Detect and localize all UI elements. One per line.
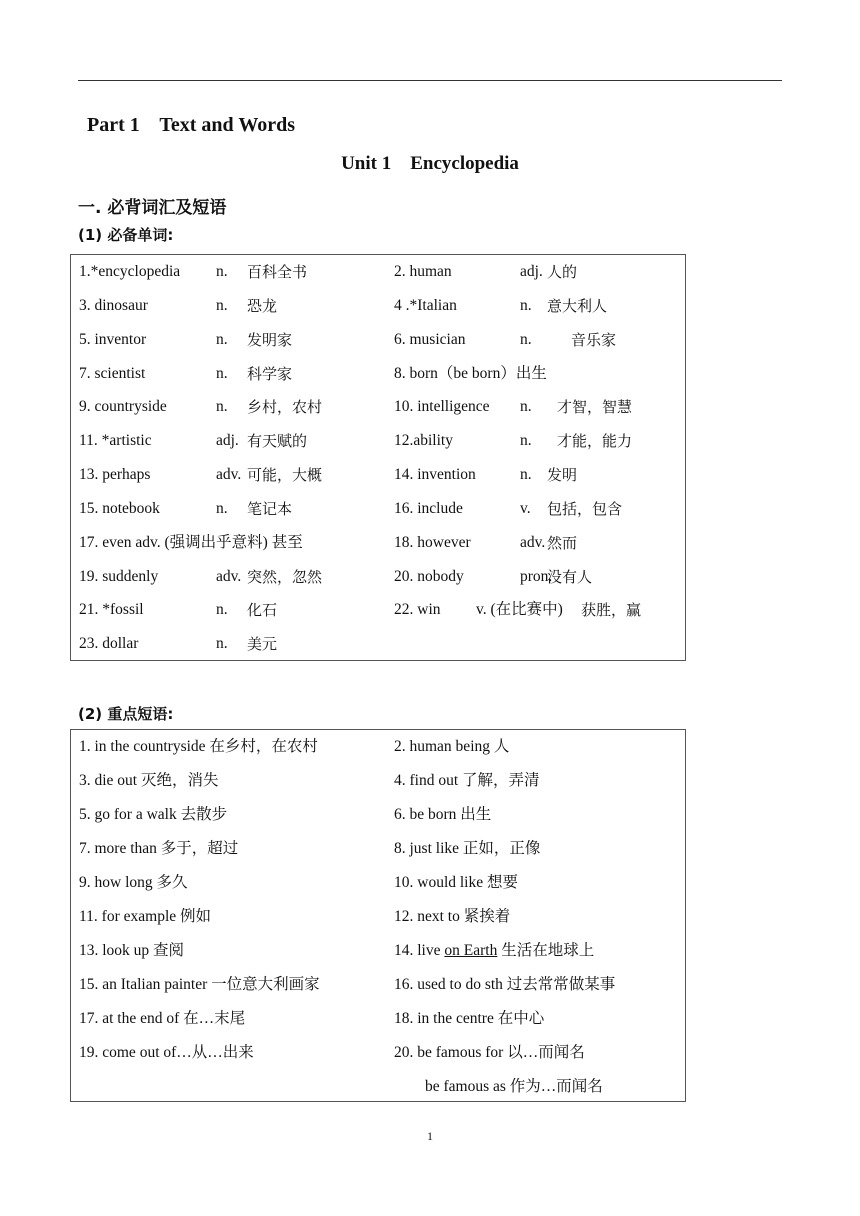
word-row [71, 260, 685, 284]
phrase-left: 15. an Italian painter 一位意大利画家 [79, 976, 320, 993]
word-row [71, 632, 685, 656]
word-left: 11. *artistic [79, 432, 152, 449]
phrase-row [71, 973, 685, 997]
word-row [71, 531, 685, 555]
phrase-right [394, 803, 491, 827]
word-pos-right: n. [520, 466, 532, 483]
phrase-right [394, 973, 615, 997]
word-right: 10. intelligence [394, 398, 490, 415]
word-pos-right: v. (在比赛中) [476, 601, 563, 618]
word-meaning-right: 人的 [547, 263, 578, 281]
phrase-left: 5. go for a walk 去散步 [79, 806, 228, 823]
phrase-left: 13. look up 查阅 [79, 942, 185, 959]
word-meaning-right: 没有人 [547, 568, 593, 586]
phrases-table [70, 729, 686, 1102]
word-row [71, 429, 685, 453]
word-meaning-left: 有天赋的 [247, 432, 308, 450]
section-heading: 一. 必背词汇及短语 [78, 198, 227, 218]
word-left: 7. scientist [79, 365, 146, 382]
phrase-left: 11. for example 例如 [79, 908, 211, 925]
phrase-right-text: 18. in the centre 在中心 [394, 1010, 545, 1027]
word-meaning-left: 突然，忽然 [247, 568, 323, 586]
word-right: 8. born（be born）出生 [394, 365, 547, 382]
word-left: 15. notebook [79, 500, 160, 517]
word-left: 9. countryside [79, 398, 167, 415]
word-meaning-right: 发明 [547, 466, 578, 484]
unit-title: Unit 1 Encyclopedia [341, 153, 519, 174]
phrase-row [71, 769, 685, 793]
word-left: 19. suddenly [79, 568, 159, 585]
word-right: 20. nobody [394, 568, 464, 585]
phrase-right [394, 939, 594, 963]
phrase-right [394, 735, 509, 759]
phrase-right [394, 905, 510, 929]
word-pos-left: adv. [216, 466, 242, 483]
header-rule [78, 80, 782, 81]
word-pos-left: n. [216, 601, 228, 618]
word-row [71, 294, 685, 318]
word-meaning-left: 百科全书 [247, 263, 308, 281]
phrase-right-text: 14. live [394, 942, 445, 959]
word-left: 1.*encyclopedia [79, 263, 181, 280]
word-pos-left: n. [216, 297, 228, 314]
word-right: 18. however [394, 534, 471, 551]
word-pos-right: n. [520, 331, 532, 348]
word-pos-left: n. [216, 365, 228, 382]
word-row [71, 497, 685, 521]
word-pos-right: adv. [520, 534, 546, 551]
phrase-right [394, 1041, 585, 1065]
word-right: 2. human [394, 263, 452, 280]
phrase-row [71, 735, 685, 759]
word-left: 5. inventor [79, 331, 147, 348]
word-right: 12.ability [394, 432, 453, 449]
phrase-left: 9. how long 多久 [79, 874, 188, 891]
phrase-right-text: 2. human being 人 [394, 738, 510, 755]
word-right: 22. win [394, 601, 441, 618]
phrase-right-text: 4. find out 了解，弄清 [394, 772, 540, 789]
word-meaning-left: 美元 [247, 635, 278, 653]
word-meaning-right: 才能，能力 [557, 432, 633, 450]
phrase-left: 7. more than 多于，超过 [79, 840, 239, 857]
word-pos-right: adj. [520, 263, 543, 280]
word-meaning-right: 然而 [547, 534, 578, 552]
word-right: 4 .*Italian [394, 297, 457, 314]
phrase-right [394, 837, 540, 861]
word-pos-right: n. [520, 432, 532, 449]
phrase-row [71, 1075, 685, 1099]
phrase-right-text: 10. would like 想要 [394, 874, 518, 891]
phrase-left: 1. in the countryside 在乡村，在农村 [79, 738, 318, 755]
word-meaning-left: 恐龙 [247, 297, 278, 315]
phrase-row [71, 905, 685, 929]
word-right: 14. invention [394, 466, 476, 483]
phrase-row [71, 939, 685, 963]
word-pos-left: n. [216, 500, 228, 517]
phrase-underlined: on Earth [444, 942, 498, 959]
word-meaning-right: 意大利人 [547, 297, 608, 315]
part-title: Part 1 Text and Words [87, 114, 295, 136]
word-pos-left: adj. [216, 432, 239, 449]
phrase-right [425, 1075, 603, 1099]
phrase-row [71, 803, 685, 827]
word-left: 17. even adv. (强调出乎意料) 甚至 [79, 534, 303, 551]
phrase-row [71, 837, 685, 861]
phrase-right-text: 16. used to do sth 过去常常做某事 [394, 976, 616, 993]
word-left: 23. dollar [79, 635, 139, 652]
phrase-left: 3. die out 灭绝，消失 [79, 772, 219, 789]
word-right: 16. include [394, 500, 463, 517]
word-meaning-left: 化石 [247, 601, 278, 619]
word-meaning-left: 可能，大概 [247, 466, 323, 484]
word-meaning-left: 笔记本 [247, 500, 293, 518]
phrase-right [394, 871, 518, 895]
word-row [71, 362, 685, 386]
word-meaning-left: 发明家 [247, 331, 293, 349]
word-meaning-left: 乡村，农村 [247, 398, 323, 416]
phrase-left: 19. come out of…从…出来 [79, 1044, 254, 1061]
words-table [70, 254, 686, 661]
word-meaning-right: 包括，包含 [547, 500, 623, 518]
phrase-right-text: 20. be famous for 以…而闻名 [394, 1044, 585, 1061]
word-pos-right: n. [520, 297, 532, 314]
word-meaning-right: 获胜，赢 [581, 601, 642, 619]
phrase-right [394, 769, 540, 793]
word-pos-right: v. [520, 500, 531, 517]
word-left: 21. *fossil [79, 601, 144, 618]
word-meaning-right: 才智，智慧 [557, 398, 633, 416]
word-meaning-right: 音乐家 [571, 331, 617, 349]
phrase-right [394, 1007, 544, 1031]
word-pos-left: adv. [216, 568, 242, 585]
word-row [71, 328, 685, 352]
phrase-right-text: 8. just like 正如，正像 [394, 840, 541, 857]
phrase-row [71, 1041, 685, 1065]
phrase-right-text: 12. next to 紧挨着 [394, 908, 511, 925]
word-pos-right: n. [520, 398, 532, 415]
word-pos-left: n. [216, 398, 228, 415]
phrase-row [71, 871, 685, 895]
word-left: 3. dinosaur [79, 297, 148, 314]
word-row [71, 395, 685, 419]
word-row [71, 463, 685, 487]
page-number: 1 [427, 1129, 433, 1143]
phrase-left: 17. at the end of 在…末尾 [79, 1010, 246, 1027]
word-pos-right: pron. [520, 568, 553, 585]
words-heading: (1) 必备单词: [78, 226, 174, 244]
phrase-right-tail: 生活在地球上 [497, 942, 595, 959]
phrase-right-text: be famous as 作为…而闻名 [425, 1078, 603, 1095]
word-row [71, 565, 685, 589]
word-pos-left: n. [216, 331, 228, 348]
phrases-heading: (2) 重点短语: [78, 705, 174, 723]
word-meaning-left: 科学家 [247, 365, 293, 383]
phrase-row [71, 1007, 685, 1031]
word-right: 6. musician [394, 331, 466, 348]
word-row [71, 598, 685, 622]
phrase-right-text: 6. be born 出生 [394, 806, 492, 823]
word-left: 13. perhaps [79, 466, 151, 483]
word-pos-left: n. [216, 635, 228, 652]
word-pos-left: n. [216, 263, 228, 280]
